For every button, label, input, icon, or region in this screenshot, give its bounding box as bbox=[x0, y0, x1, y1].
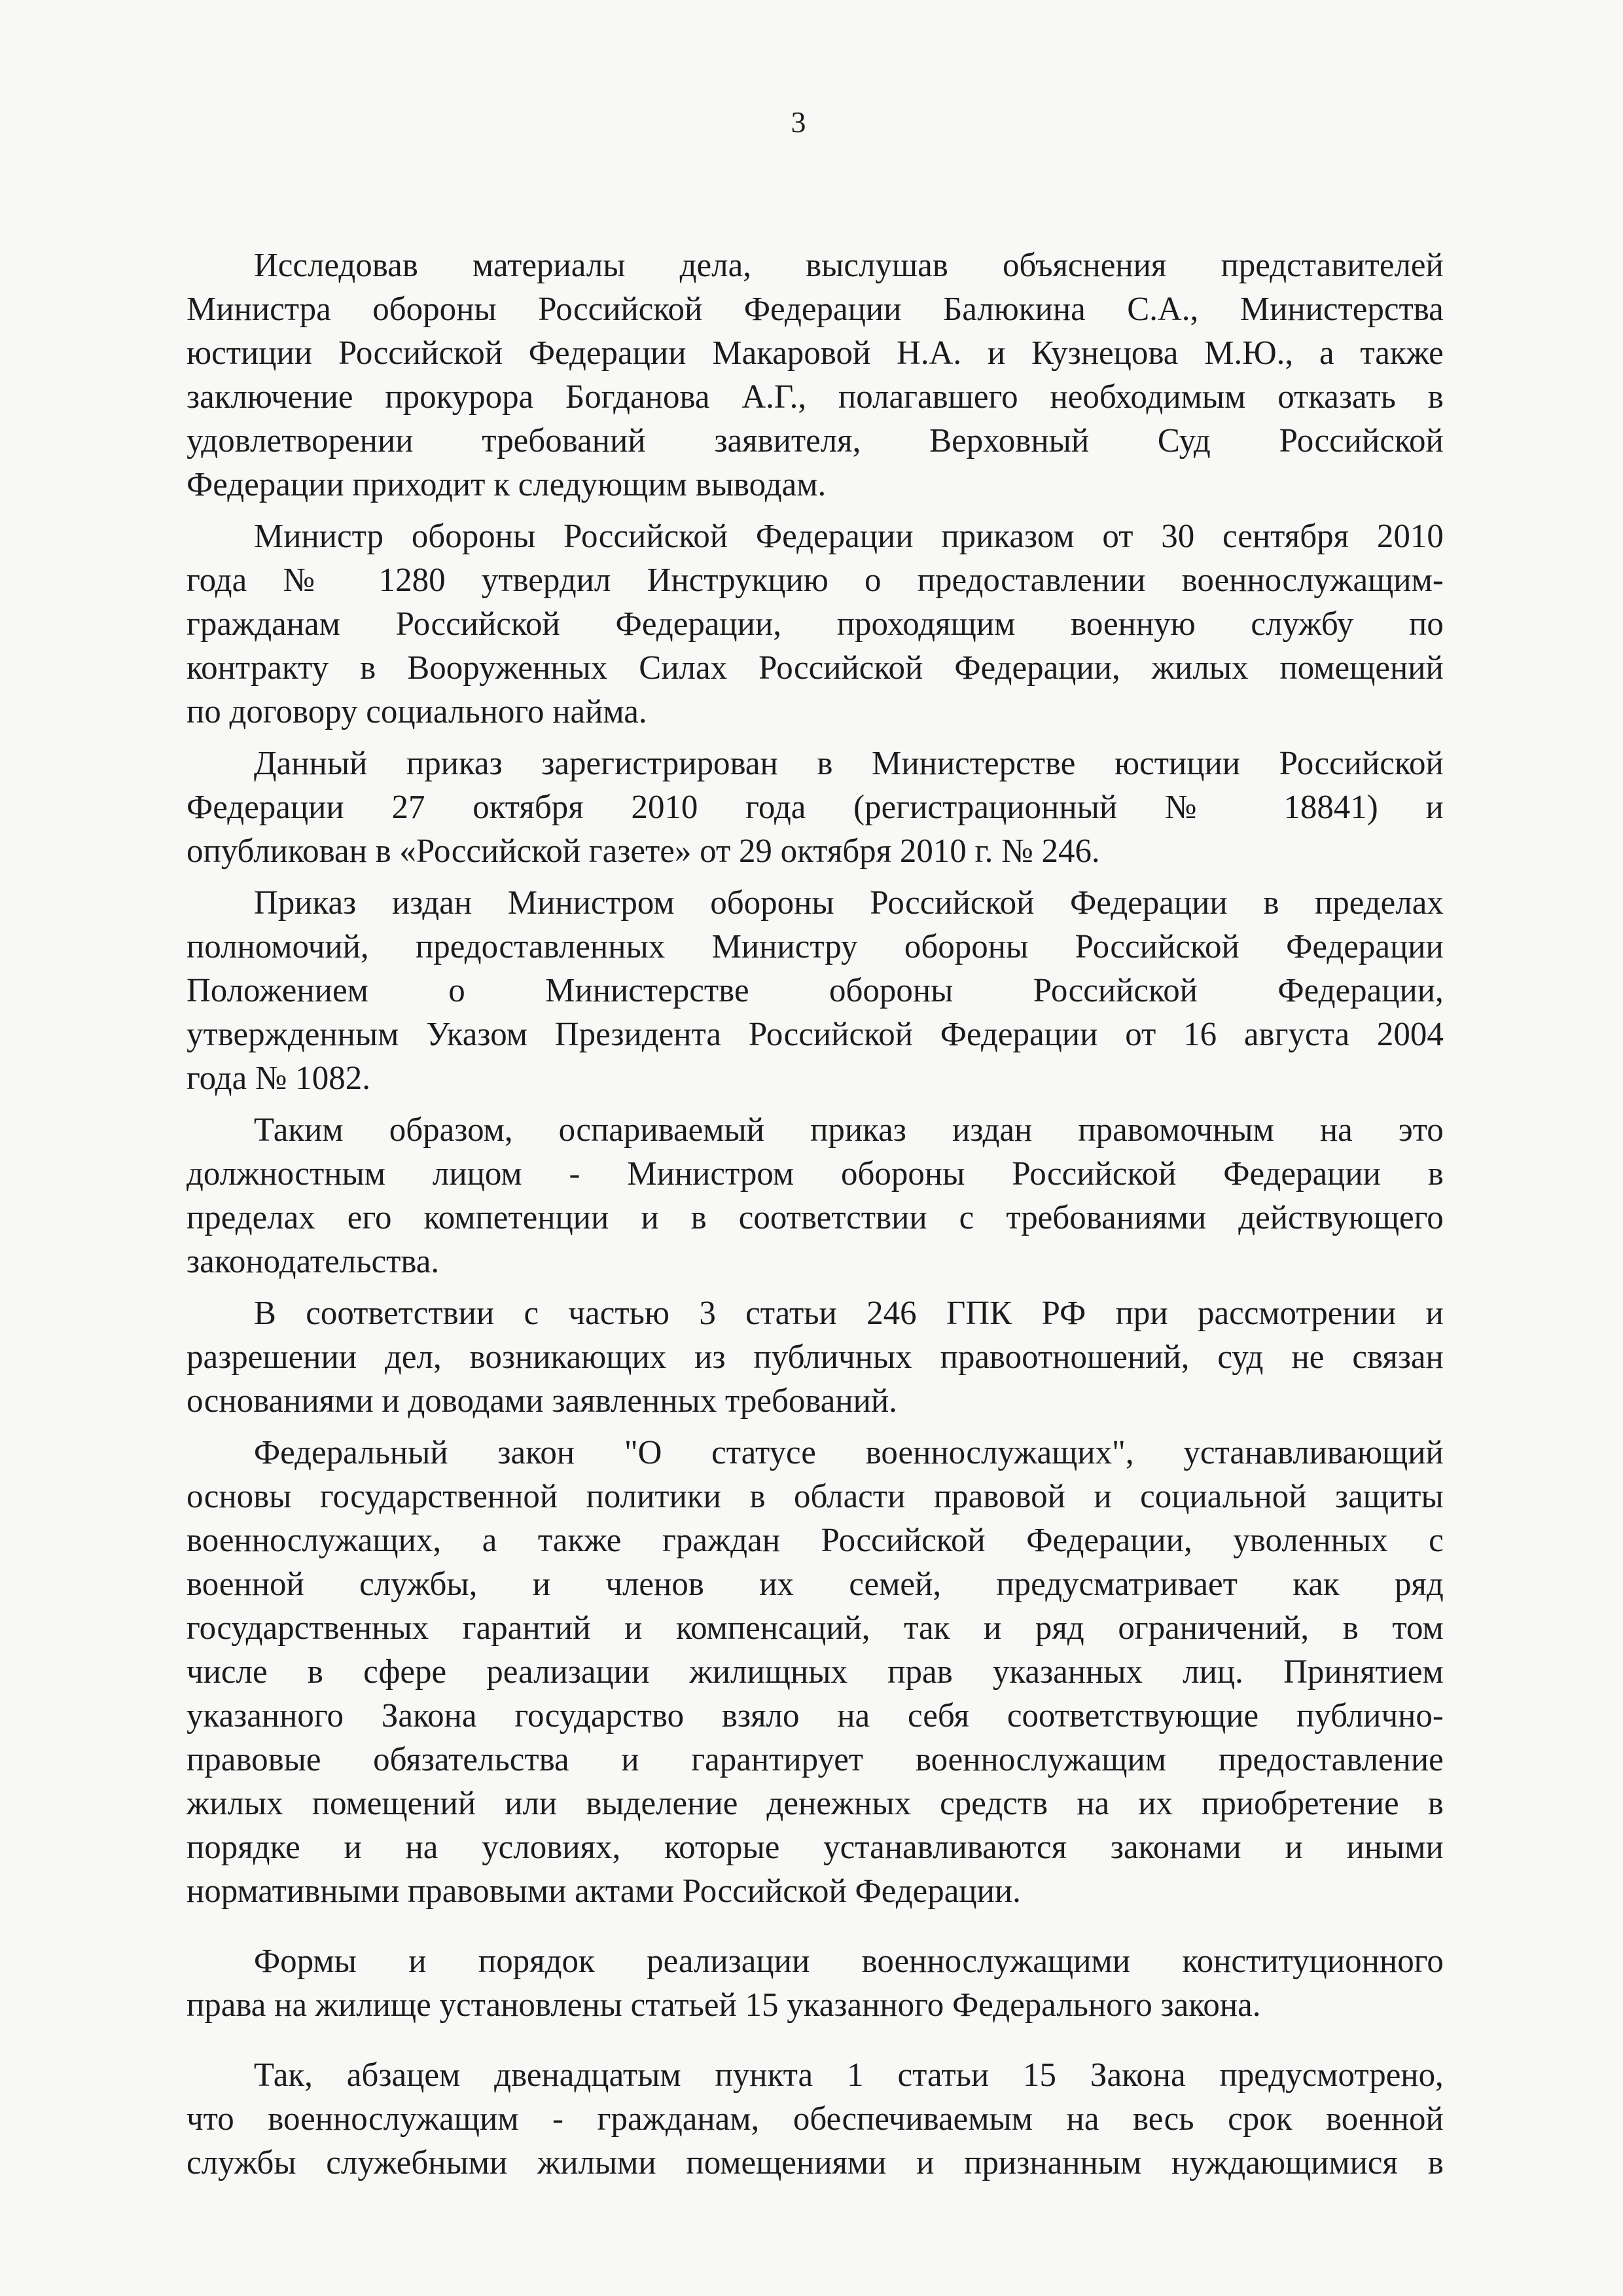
text-line: правовые обязательства и гарантирует военнослужащим предоставление bbox=[187, 1741, 1444, 1778]
text-line: Министра обороны Российской Федерации Балюкина С.А., Министерства bbox=[187, 291, 1444, 328]
text-line: военной службы, и членов их семей, предусматривает как ряд bbox=[187, 1566, 1444, 1603]
paragraph bbox=[187, 1939, 1469, 2027]
paragraph bbox=[187, 1431, 1469, 1913]
text-line: Так, абзацем двенадцатым пункта 1 статьи 15 Закона предусмотрено, bbox=[253, 2056, 1444, 2094]
text-line: должностным лицом - Министром обороны Российской Федерации в bbox=[187, 1155, 1444, 1193]
text-line: по договору социального найма. bbox=[187, 693, 647, 730]
text-line: Формы и порядок реализации военнослужащими конституционного bbox=[253, 1943, 1444, 1980]
text-line: Федерации приходит к следующим выводам. bbox=[187, 466, 827, 503]
text-line: порядке и на условиях, которые устанавливаются законами и иными bbox=[187, 1829, 1444, 1866]
paragraph bbox=[187, 243, 1469, 507]
text-line: опубликован в «Российской газете» от 29 октября 2010 г. № 246. bbox=[187, 833, 1100, 870]
text-line: военнослужащих, а также граждан Российской Федерации, уволенных с bbox=[187, 1522, 1444, 1559]
text-line: утвержденным Указом Президента Российской Федерации от 16 августа 2004 bbox=[187, 1016, 1444, 1053]
text-line: Федерации 27 октября 2010 года (регистрационный № 18841) и bbox=[187, 789, 1444, 826]
text-line: основы государственной политики в области правовой и социальной защиты bbox=[187, 1478, 1444, 1515]
text-line: права на жилище установлены статьей 15 указанного Федерального закона. bbox=[187, 1986, 1261, 2024]
text-line: Министр обороны Российской Федерации приказом от 30 сентября 2010 bbox=[253, 518, 1444, 555]
text-line: указанного Закона государство взяло на себя соответствующие публично- bbox=[187, 1697, 1444, 1734]
paragraph bbox=[187, 1108, 1469, 1283]
text-line: Данный приказ зарегистрирован в Министерстве юстиции Российской bbox=[253, 745, 1444, 782]
text-line: Исследовав материалы дела, выслушав объяснения представителей bbox=[253, 247, 1444, 284]
paragraph bbox=[187, 1291, 1469, 1423]
text-line: что военнослужащим - гражданам, обеспечиваемым на весь срок военной bbox=[187, 2100, 1444, 2138]
text-line: законодательства. bbox=[187, 1243, 440, 1280]
text-line: нормативными правовыми актами Российской Федерации. bbox=[187, 1873, 1021, 1910]
text-line: государственных гарантий и компенсаций, так и ряд ограничений, в том bbox=[187, 1609, 1444, 1647]
text-line: Приказ издан Министром обороны Российской Федерации в пределах bbox=[253, 884, 1444, 922]
text-line: Положением о Министерстве обороны Российской Федерации, bbox=[187, 972, 1444, 1009]
text-line: удовлетворении требований заявителя, Верховный Суд Российской bbox=[187, 422, 1444, 459]
text-line: основаниями и доводами заявленных требований. bbox=[187, 1382, 897, 1420]
paragraph bbox=[187, 2053, 1469, 2185]
page-number: 3 bbox=[791, 105, 806, 139]
text-line: жилых помещений или выделение денежных средств на их приобретение в bbox=[187, 1785, 1444, 1822]
text-line: года № 1280 утвердил Инструкцию о предоставлении военнослужащим- bbox=[187, 562, 1444, 599]
paragraph bbox=[187, 881, 1469, 1100]
text-line: разрешении дел, возникающих из публичных правоотношений, суд не связан bbox=[187, 1338, 1444, 1376]
text-line: заключение прокурора Богданова А.Г., полагавшего необходимым отказать в bbox=[187, 378, 1444, 416]
paragraph bbox=[187, 742, 1469, 873]
text-line: года № 1082. bbox=[187, 1060, 370, 1097]
text-line: юстиции Российской Федерации Макаровой Н.А. и Кузнецова М.Ю., а также bbox=[187, 334, 1444, 372]
text-line: Федеральный закон "О статусе военнослужащих", устанавливающий bbox=[253, 1434, 1444, 1471]
document-body bbox=[187, 243, 1469, 2193]
text-line: контракту в Вооруженных Силах Российской Федерации, жилых помещений bbox=[187, 649, 1444, 687]
text-line: службы служебными жилыми помещениями и признанным нуждающимися в bbox=[187, 2144, 1444, 2181]
text-line: Таким образом, оспариваемый приказ издан правомочным на это bbox=[253, 1111, 1444, 1149]
text-line: полномочий, предоставленных Министру обороны Российской Федерации bbox=[187, 928, 1444, 965]
text-line: гражданам Российской Федерации, проходящим военную службу по bbox=[187, 605, 1444, 643]
text-line: числе в сфере реализации жилищных прав указанных лиц. Принятием bbox=[187, 1653, 1444, 1691]
paragraph bbox=[187, 514, 1469, 734]
text-line: В соответствии с частью 3 статьи 246 ГПК РФ при рассмотрении и bbox=[253, 1295, 1444, 1332]
text-line: пределах его компетенции и в соответствии с требованиями действующего bbox=[187, 1199, 1444, 1236]
